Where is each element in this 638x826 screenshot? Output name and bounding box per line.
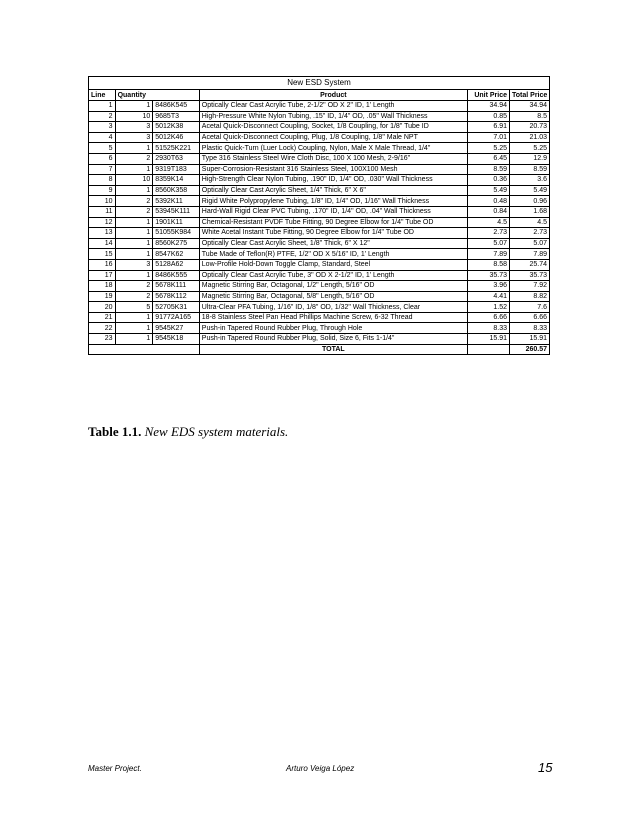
- row-line-number: 19: [89, 291, 116, 302]
- row-quantity: 5: [115, 302, 153, 313]
- footer-project: Master Project.: [88, 764, 142, 773]
- table-row: [89, 185, 550, 196]
- row-product: High-Strength Clear Nylon Tubing, .190" ID, 1/4" OD, .030" Wall Thickness: [199, 175, 467, 186]
- row-total-price: 34.94: [510, 101, 550, 112]
- row-total-price: 5.25: [510, 143, 550, 154]
- row-unit-price: 8.59: [467, 164, 509, 175]
- table-row: [89, 217, 550, 228]
- footer-author: Arturo Veiga López: [286, 764, 355, 773]
- row-product: Type 316 Stainless Steel Wire Cloth Disc, 100 X 100 Mesh, 2-9/16": [199, 153, 467, 164]
- row-total-price: 25.74: [510, 259, 550, 270]
- row-part-number: 2930T63: [153, 153, 200, 164]
- row-quantity: 1: [115, 334, 153, 345]
- row-total-price: 8.33: [510, 323, 550, 334]
- row-unit-price: 0.48: [467, 196, 509, 207]
- row-part-number: 9545K18: [153, 334, 200, 345]
- table-row: [89, 259, 550, 270]
- total-value: 260.57: [510, 344, 550, 355]
- row-line-number: 8: [89, 175, 116, 186]
- row-part-number: 8560K358: [153, 185, 200, 196]
- row-total-price: 35.73: [510, 270, 550, 281]
- table-row: [89, 122, 550, 133]
- row-total-price: 15.91: [510, 334, 550, 345]
- row-quantity: 10: [115, 175, 153, 186]
- row-part-number: 1901K11: [153, 217, 200, 228]
- row-product: Chemical-Resistant PVDF Tube Fitting, 90 Degree Elbow for 1/4" Tube OD: [199, 217, 467, 228]
- row-unit-price: 6.66: [467, 312, 509, 323]
- row-unit-price: 5.25: [467, 143, 509, 154]
- table-row: [89, 101, 550, 112]
- row-unit-price: 0.84: [467, 206, 509, 217]
- row-quantity: 1: [115, 143, 153, 154]
- row-quantity: 1: [115, 238, 153, 249]
- row-unit-price: 5.07: [467, 238, 509, 249]
- row-quantity: 1: [115, 217, 153, 228]
- row-quantity: 2: [115, 281, 153, 292]
- row-unit-price: 0.85: [467, 111, 509, 122]
- table-row: [89, 312, 550, 323]
- table-row: [89, 281, 550, 292]
- row-line-number: 1: [89, 101, 116, 112]
- row-total-price: 7.6: [510, 302, 550, 313]
- row-line-number: 15: [89, 249, 116, 260]
- row-part-number: 9545K27: [153, 323, 200, 334]
- row-part-number: 5128A62: [153, 259, 200, 270]
- row-part-number: 8560K275: [153, 238, 200, 249]
- row-part-number: 9685T3: [153, 111, 200, 122]
- table-row: [89, 238, 550, 249]
- row-total-price: 8.5: [510, 111, 550, 122]
- total-spacer: [153, 344, 200, 355]
- row-part-number: 51055K984: [153, 228, 200, 239]
- row-line-number: 23: [89, 334, 116, 345]
- row-quantity: 3: [115, 132, 153, 143]
- row-product: Tube Made of Teflon(R) PTFE, 1/2" OD X 5/16" ID, 1' Length: [199, 249, 467, 260]
- row-line-number: 11: [89, 206, 116, 217]
- row-line-number: 5: [89, 143, 116, 154]
- table-caption: [88, 424, 288, 440]
- row-line-number: 18: [89, 281, 116, 292]
- row-line-number: 17: [89, 270, 116, 281]
- total-spacer: [115, 344, 153, 355]
- row-quantity: 1: [115, 185, 153, 196]
- row-quantity: 2: [115, 153, 153, 164]
- row-product: Plastic Quick-Turn (Luer Lock) Coupling, Nylon, Male X Male Thread, 1/4": [199, 143, 467, 154]
- row-unit-price: 7.89: [467, 249, 509, 260]
- row-product: Optically Clear Cast Acrylic Tube, 2-1/2" OD X 2" ID, 1' Length: [199, 101, 467, 112]
- header-total-price: Total Price: [510, 90, 550, 101]
- row-quantity: 1: [115, 228, 153, 239]
- row-quantity: 2: [115, 291, 153, 302]
- row-product: White Acetal Instant Tube Fitting, 90 Degree Elbow for 1/4" Tube OD: [199, 228, 467, 239]
- row-total-price: 8.59: [510, 164, 550, 175]
- row-part-number: 5012K38: [153, 122, 200, 133]
- row-unit-price: 8.33: [467, 323, 509, 334]
- table-row: [89, 323, 550, 334]
- total-spacer: [89, 344, 116, 355]
- table-row: [89, 175, 550, 186]
- row-unit-price: 2.73: [467, 228, 509, 239]
- row-total-price: 7.92: [510, 281, 550, 292]
- row-total-price: 3.6: [510, 175, 550, 186]
- row-line-number: 16: [89, 259, 116, 270]
- row-part-number: 5392K11: [153, 196, 200, 207]
- row-quantity: 1: [115, 323, 153, 334]
- row-part-number: 8359K14: [153, 175, 200, 186]
- table-row: [89, 132, 550, 143]
- row-unit-price: 4.5: [467, 217, 509, 228]
- row-line-number: 12: [89, 217, 116, 228]
- row-product: High-Pressure White Nylon Tubing, .15" ID, 1/4" OD, .05" Wall Thickness: [199, 111, 467, 122]
- row-unit-price: 6.91: [467, 122, 509, 133]
- table-row: [89, 196, 550, 207]
- table-row: [89, 153, 550, 164]
- row-quantity: 3: [115, 259, 153, 270]
- row-product: Acetal Quick-Disconnect Coupling, Socket, 1/8 Coupling, for 1/8" Tube ID: [199, 122, 467, 133]
- row-part-number: 8547K62: [153, 249, 200, 260]
- row-part-number: 52705K31: [153, 302, 200, 313]
- row-quantity: 1: [115, 249, 153, 260]
- row-line-number: 3: [89, 122, 116, 133]
- table-row: [89, 249, 550, 260]
- row-line-number: 20: [89, 302, 116, 313]
- table-row: [89, 143, 550, 154]
- row-part-number: 91772A165: [153, 312, 200, 323]
- row-total-price: 4.5: [510, 217, 550, 228]
- table-title: New ESD System: [89, 77, 550, 90]
- row-product: Magnetic Stirring Bar, Octagonal, 5/8" Length, 5/16" OD: [199, 291, 467, 302]
- row-part-number: 5678K111: [153, 281, 200, 292]
- row-total-price: 7.89: [510, 249, 550, 260]
- row-unit-price: 5.49: [467, 185, 509, 196]
- row-product: Optically Clear Cast Acrylic Tube, 3" OD X 2-1/2" ID, 1' Length: [199, 270, 467, 281]
- row-product: Ultra-Clear PFA Tubing, 1/16" ID, 1/8" OD, 1/32" Wall Thickness, Clear: [199, 302, 467, 313]
- row-product: Magnetic Stirring Bar, Octagonal, 1/2" Length, 5/16" OD: [199, 281, 467, 292]
- row-product: Push-in Tapered Round Rubber Plug, Solid, Size 6, Fits 1-1/4": [199, 334, 467, 345]
- row-part-number: 51525K221: [153, 143, 200, 154]
- row-quantity: 1: [115, 164, 153, 175]
- row-total-price: 5.49: [510, 185, 550, 196]
- row-quantity: 2: [115, 196, 153, 207]
- total-spacer: [467, 344, 509, 355]
- row-product: Rigid White Polypropylene Tubing, 1/8" ID, 1/4" OD, 1/16" Wall Thickness: [199, 196, 467, 207]
- page-number: 15: [538, 760, 553, 775]
- header-unit-price: Unit Price: [467, 90, 509, 101]
- row-line-number: 7: [89, 164, 116, 175]
- row-total-price: 8.82: [510, 291, 550, 302]
- row-product: Super-Corrosion-Resistant 316 Stainless Steel, 100X100 Mesh: [199, 164, 467, 175]
- row-line-number: 6: [89, 153, 116, 164]
- row-total-price: 0.96: [510, 196, 550, 207]
- row-line-number: 4: [89, 132, 116, 143]
- row-line-number: 13: [89, 228, 116, 239]
- table-row: [89, 291, 550, 302]
- row-unit-price: 4.41: [467, 291, 509, 302]
- materials-table: [88, 76, 550, 355]
- table-row: [89, 302, 550, 313]
- table-row: [89, 164, 550, 175]
- row-quantity: 3: [115, 122, 153, 133]
- row-line-number: 2: [89, 111, 116, 122]
- row-product: Optically Clear Cast Acrylic Sheet, 1/4" Thick, 6" X 6": [199, 185, 467, 196]
- row-total-price: 20.73: [510, 122, 550, 133]
- row-total-price: 2.73: [510, 228, 550, 239]
- row-line-number: 21: [89, 312, 116, 323]
- table-row: [89, 206, 550, 217]
- row-total-price: 1.68: [510, 206, 550, 217]
- row-part-number: 53945K111: [153, 206, 200, 217]
- row-product: Acetal Quick-Disconnect Coupling, Plug, 1/8 Coupling, 1/8" Male NPT: [199, 132, 467, 143]
- row-quantity: 10: [115, 111, 153, 122]
- row-quantity: 1: [115, 101, 153, 112]
- row-part-number: 5678K112: [153, 291, 200, 302]
- row-product: Hard-Wall Rigid Clear PVC Tubing, .170" ID, 1/4" OD, .04" Wall Thickness: [199, 206, 467, 217]
- row-unit-price: 3.96: [467, 281, 509, 292]
- row-product: 18-8 Stainless Steel Pan Head Phillips Machine Screw, 6-32 Thread: [199, 312, 467, 323]
- row-product: Optically Clear Cast Acrylic Sheet, 1/8" Thick, 6" X 12": [199, 238, 467, 249]
- row-unit-price: 6.45: [467, 153, 509, 164]
- row-total-price: 6.66: [510, 312, 550, 323]
- row-quantity: 1: [115, 270, 153, 281]
- row-part-number: 9319T183: [153, 164, 200, 175]
- table-row: [89, 270, 550, 281]
- row-line-number: 10: [89, 196, 116, 207]
- caption-label: Table 1.1.: [88, 424, 142, 439]
- table-row: [89, 111, 550, 122]
- row-unit-price: 8.58: [467, 259, 509, 270]
- row-line-number: 22: [89, 323, 116, 334]
- row-unit-price: 0.36: [467, 175, 509, 186]
- row-unit-price: 15.91: [467, 334, 509, 345]
- row-unit-price: 34.94: [467, 101, 509, 112]
- row-total-price: 5.07: [510, 238, 550, 249]
- row-total-price: 12.9: [510, 153, 550, 164]
- row-line-number: 14: [89, 238, 116, 249]
- row-unit-price: 1.52: [467, 302, 509, 313]
- row-quantity: 1: [115, 312, 153, 323]
- header-quantity: Quantity: [115, 90, 199, 101]
- caption-text: New EDS system materials.: [141, 424, 289, 439]
- total-label: TOTAL: [199, 344, 467, 355]
- row-quantity: 2: [115, 206, 153, 217]
- row-unit-price: 35.73: [467, 270, 509, 281]
- row-product: Low-Profile Hold-Down Toggle Clamp, Standard, Steel: [199, 259, 467, 270]
- row-part-number: 8486K555: [153, 270, 200, 281]
- header-line: Line: [89, 90, 116, 101]
- row-part-number: 8486K545: [153, 101, 200, 112]
- header-product: Product: [199, 90, 467, 101]
- row-part-number: 5012K46: [153, 132, 200, 143]
- table-row: [89, 334, 550, 345]
- row-line-number: 9: [89, 185, 116, 196]
- table-row: [89, 228, 550, 239]
- row-total-price: 21.03: [510, 132, 550, 143]
- row-product: Push-in Tapered Round Rubber Plug, Through Hole: [199, 323, 467, 334]
- row-unit-price: 7.01: [467, 132, 509, 143]
